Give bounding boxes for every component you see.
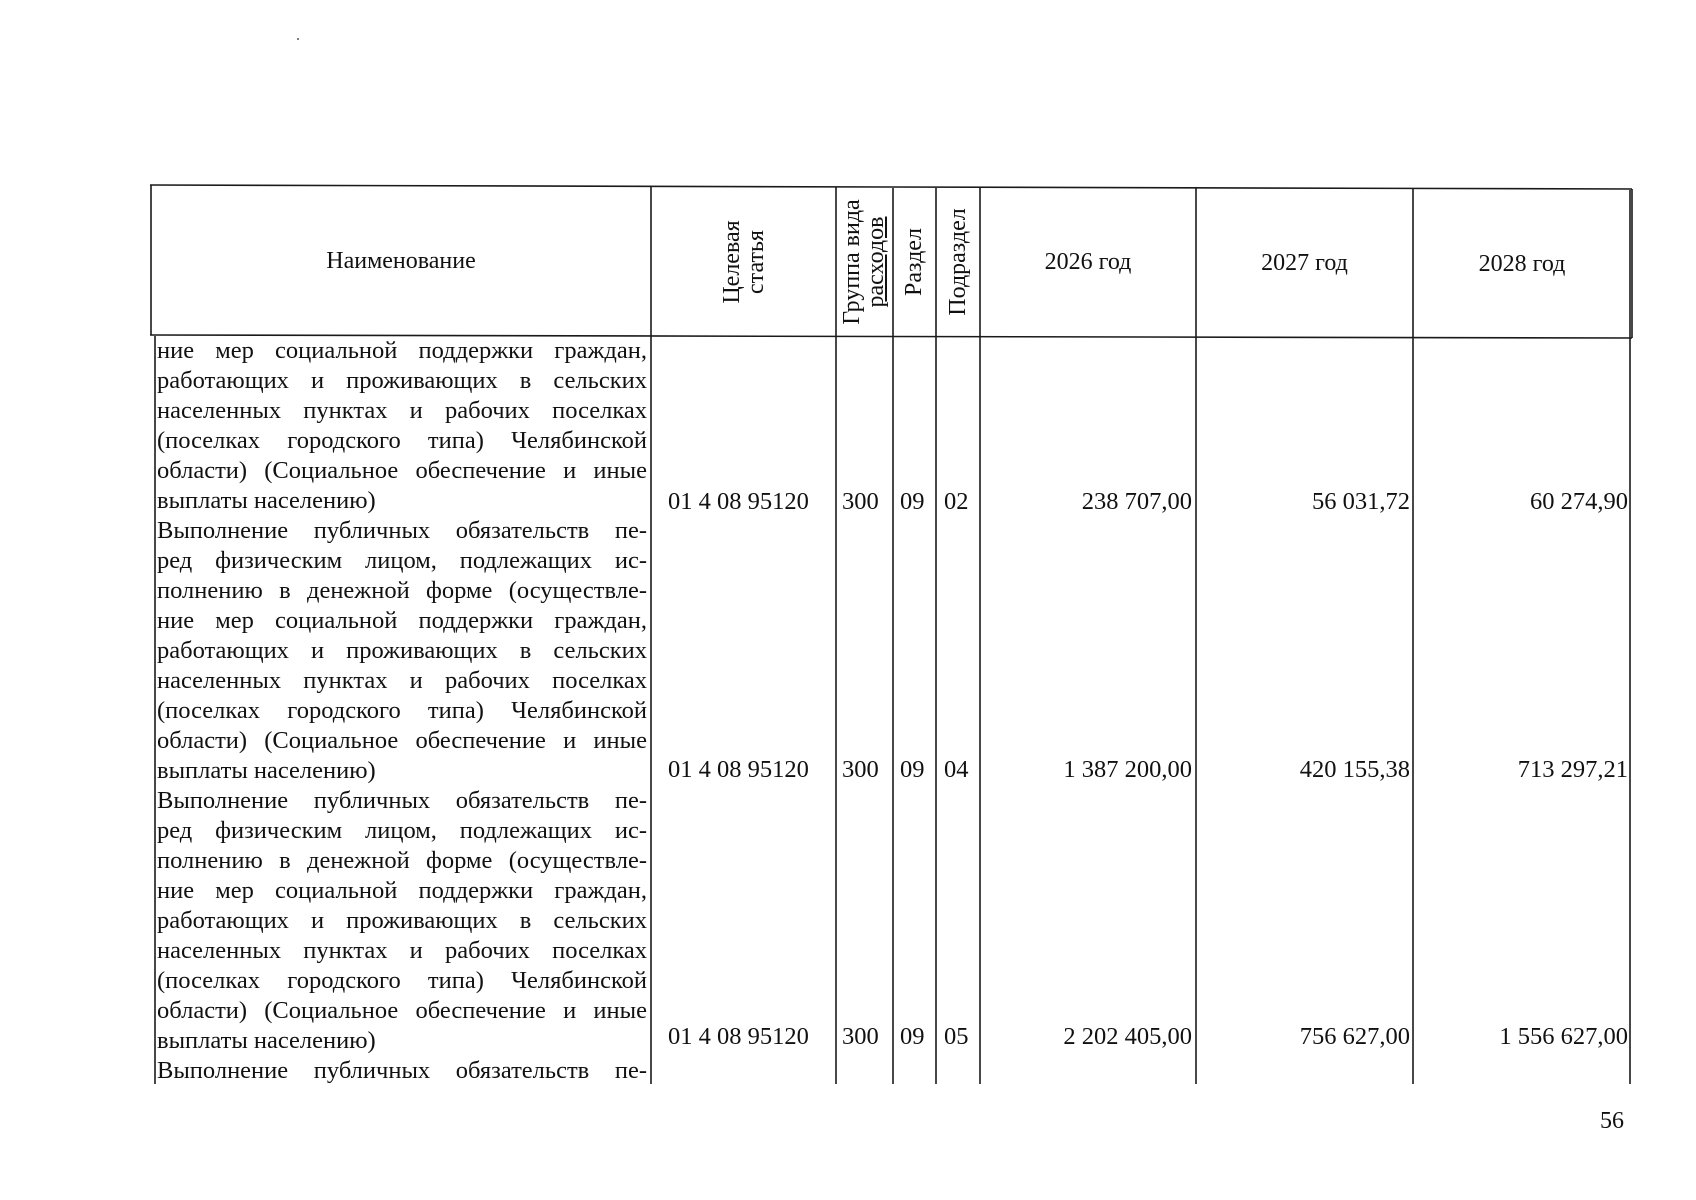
name-line: (поселках городского типа) Челябинской	[157, 427, 647, 454]
name-line: полнению в денежной форме (осуществле-	[157, 577, 647, 604]
name-line: населенных пунктах и рабочих поселках	[157, 667, 647, 694]
cell-subsection: 02	[944, 488, 969, 515]
name-line: ред физическим лицом, подлежащих ис-	[157, 547, 647, 574]
name-line: ние мер социальной поддержки граждан,	[157, 877, 647, 904]
name-line: населенных пунктах и рабочих поселках	[157, 937, 647, 964]
name-line: работающих и проживающих в сельских	[157, 907, 647, 934]
name-line: (поселках городского типа) Челябинской	[157, 697, 647, 724]
cell-year-2027: 756 627,00	[1299, 1023, 1410, 1050]
header-year-2027: 2027 год	[1261, 249, 1348, 276]
cell-year-2027: 420 155,38	[1299, 756, 1410, 783]
cell-expense-group: 300	[842, 488, 879, 515]
name-line: области) (Социальное обеспечение и иные	[157, 457, 647, 484]
cell-expense-group: 300	[842, 1023, 879, 1050]
cell-target-article: 01 4 08 95120	[668, 756, 809, 783]
header-year-2026: 2026 год	[1044, 249, 1132, 275]
name-line: ние мер социальной поддержки граждан,	[157, 607, 647, 634]
cell-subsection: 04	[944, 756, 969, 783]
header-expense-group-line1: Группа вида	[839, 199, 865, 325]
name-line: (поселках городского типа) Челябинской	[157, 967, 647, 994]
name-line: Выполнение публичных обязательств пе-	[157, 517, 647, 544]
name-line: выплаты населению)	[157, 1027, 376, 1054]
header-year-2028: 2028 год	[1478, 250, 1566, 277]
header-section: Раздел	[901, 228, 927, 296]
cell-expense-group: 300	[842, 756, 879, 783]
cell-target-article: 01 4 08 95120	[668, 488, 809, 515]
header-expense-group	[840, 199, 888, 324]
name-line: области) (Социальное обеспечение и иные	[157, 997, 647, 1024]
cell-year-2026: 1 387 200,00	[1063, 756, 1192, 783]
page-number: 56	[1600, 1108, 1624, 1134]
header-name: Наименование	[326, 248, 476, 274]
name-line: ние мер социальной поддержки граждан,	[157, 337, 647, 364]
header-target-article-line2: статья	[743, 230, 769, 294]
cell-year-2027: 56 031,72	[1312, 488, 1410, 515]
header-target-article-line1: Целевая	[719, 220, 745, 304]
name-line: выплаты населению)	[157, 487, 376, 514]
name-line: работающих и проживающих в сельских	[157, 637, 647, 664]
header-target-article	[720, 220, 768, 303]
cell-year-2026: 2 202 405,00	[1063, 1023, 1192, 1050]
name-line: выплаты населению)	[157, 757, 376, 784]
cell-year-2028: 713 297,21	[1517, 756, 1628, 783]
name-line: полнению в денежной форме (осуществле-	[157, 847, 647, 874]
cell-year-2028: 1 556 627,00	[1499, 1023, 1628, 1050]
cell-year-2028: 60 274,90	[1530, 488, 1628, 515]
name-line: области) (Социальное обеспечение и иные	[157, 727, 647, 754]
cell-section: 09	[900, 1023, 925, 1050]
cell-subsection: 05	[944, 1023, 969, 1050]
name-column-text	[157, 336, 647, 1086]
cell-target-article: 01 4 08 95120	[668, 1023, 809, 1050]
name-line: населенных пунктах и рабочих поселках	[157, 397, 647, 424]
header-subsection: Подраздел	[945, 208, 971, 316]
header-expense-group-line2: расходов	[863, 216, 889, 308]
cell-section: 09	[900, 756, 925, 783]
cell-year-2026: 238 707,00	[1081, 488, 1192, 515]
name-line: Выполнение публичных обязательств пе-	[157, 1057, 647, 1084]
cell-section: 09	[900, 488, 925, 515]
name-line: ред физическим лицом, подлежащих ис-	[157, 817, 647, 844]
name-line: работающих и проживающих в сельских	[157, 367, 647, 394]
name-line: Выполнение публичных обязательств пе-	[157, 787, 647, 814]
